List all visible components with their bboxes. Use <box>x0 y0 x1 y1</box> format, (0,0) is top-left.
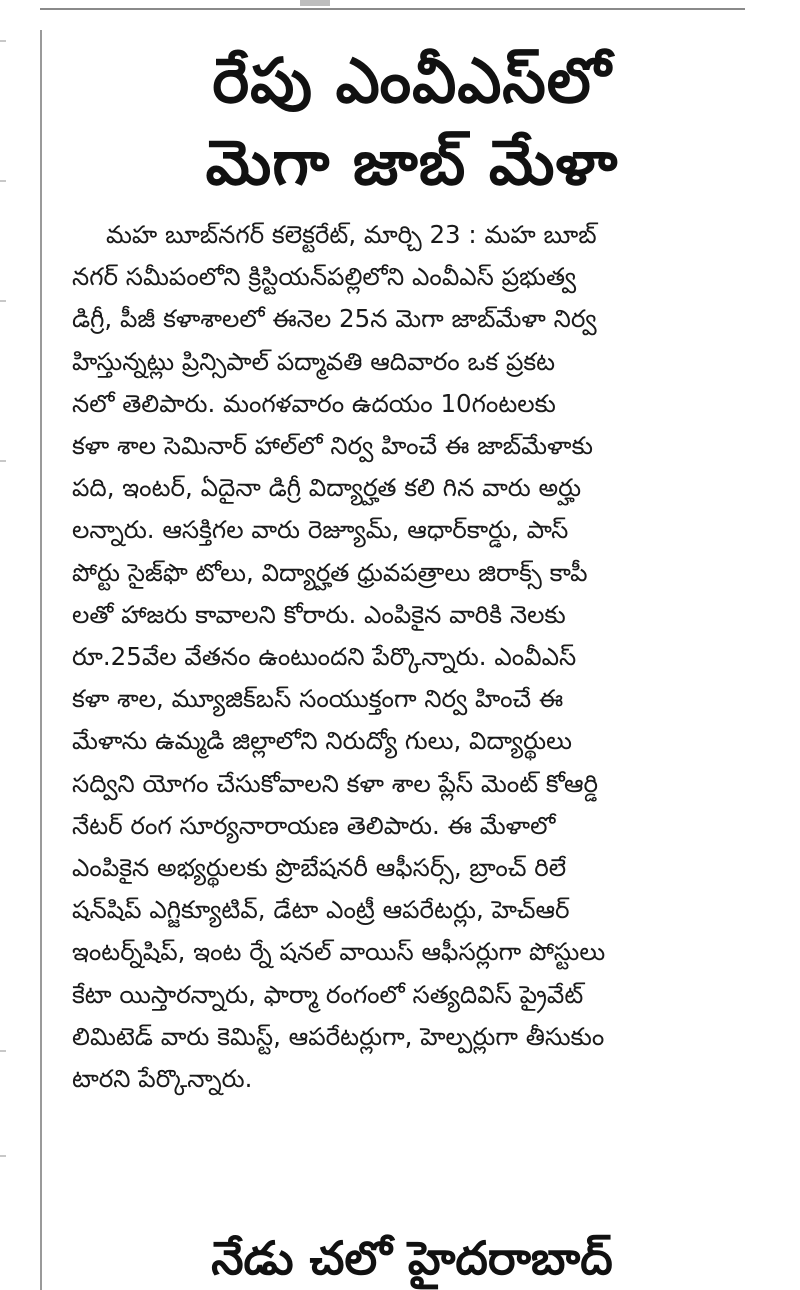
body-line: ఇంటర్న్‌షిప్, ఇంట ర్నే షనల్ వాయిస్ ఆఫీసర్లుగా పోస్టులు <box>72 937 606 967</box>
body-line: పోర్టు సైజ్‌ఫొ టోలు, విద్యార్హత ధ్రువపత్రాలు జిరాక్స్ కాపీ <box>72 557 588 587</box>
top-fold-mark <box>300 0 330 6</box>
body-line: లతో హాజరు కావాలని కోరారు. ఎంపికైన వారికి నెలకు <box>72 599 566 629</box>
article-body <box>72 214 752 1100</box>
body-line: ఎంపికైన అభ్యర్థులకు ప్రొబేషనరీ ఆఫీసర్స్, బ్రాంచ్ రిలే <box>72 853 567 883</box>
headline-line-2: మెగా జాబ్ మేళా <box>205 126 619 199</box>
body-line: సద్విని యోగం చేసుకోవాలని కళా శాల ప్లేస్ మెంట్ కోఆర్డి <box>72 768 599 798</box>
body-line: కళా శాల, మ్యూజిక్‌బస్ సంయుక్తంగా నిర్వ హించే ఈ <box>72 684 564 714</box>
body-line: నలో తెలిపారు. మంగళవారం ఉదయం 10గంటలకు <box>72 388 556 418</box>
body-line: డిగ్రీ, పీజీ కళాశాలలో ఈనెల 25న మెగా జాబ్‌మేళా నిర్వ <box>72 304 597 334</box>
news-article <box>72 40 752 1100</box>
body-line: కళా శాల సెమినార్ హాల్‌లో నిర్వ హించే ఈ జాబ్‌మేళాకు <box>72 431 593 461</box>
next-article-headline: నేడు చలో హైదరాబాద్ <box>211 1231 613 1285</box>
body-line: షన్‌షిప్ ఎగ్జిక్యూటివ్, డేటా ఎంట్రీ ఆపరేటర్లు, హెచ్ఆర్ <box>72 895 570 925</box>
body-line: టారని పేర్కొన్నారు. <box>72 1064 253 1094</box>
article-headline <box>72 40 752 204</box>
body-line: లిమిటెడ్ వారు కెమిస్ట్, ఆపరేటర్లుగా, హెల్పర్లుగా తీసుకుం <box>72 1021 605 1051</box>
body-line: కేటా యిస్తారన్నారు, ఫార్మా రంగంలో సత్యదివిస్ ప్రైవేట్ <box>72 979 584 1009</box>
body-line: నేటర్ రంగ సూర్యనారాయణ తెలిపారు. ఈ మేళాలో <box>72 810 556 840</box>
body-line: రూ.25వేల వేతనం ఉంటుందని పేర్కొన్నారు. ఎంవీఎస్ <box>72 642 577 672</box>
headline-line-1: రేపు ఎంవీఎస్‌లో <box>212 44 612 117</box>
body-line: మహ బూబ్‌నగర్ కలెక్టరేట్, మార్చి 23 : మహ బూబ్ <box>106 220 597 249</box>
body-line: హిస్తున్నట్లు ప్రిన్సిపాల్ పద్మావతి ఆదివారం ఒక ప్రకట <box>72 346 556 376</box>
body-line: పది, ఇంటర్, ఏదైనా డిగ్రీ విద్యార్హత కలి గిన వారు అర్హు <box>72 473 582 503</box>
top-rule <box>40 8 745 10</box>
column-divider <box>40 30 42 1290</box>
body-line: నగర్ సమీపంలోని క్రిస్టియన్‌పల్లిలోని ఎంవీఎస్ ప్రభుత్వ <box>72 262 577 292</box>
body-line: మేళాను ఉమ్మడి జిల్లాలోని నిరుద్యో గులు, విద్యార్థులు <box>72 726 572 756</box>
body-line: లన్నారు. ఆసక్తిగల వారు రెజ్యూమ్, ఆధార్‌కార్డు, పాస్ <box>72 515 569 545</box>
